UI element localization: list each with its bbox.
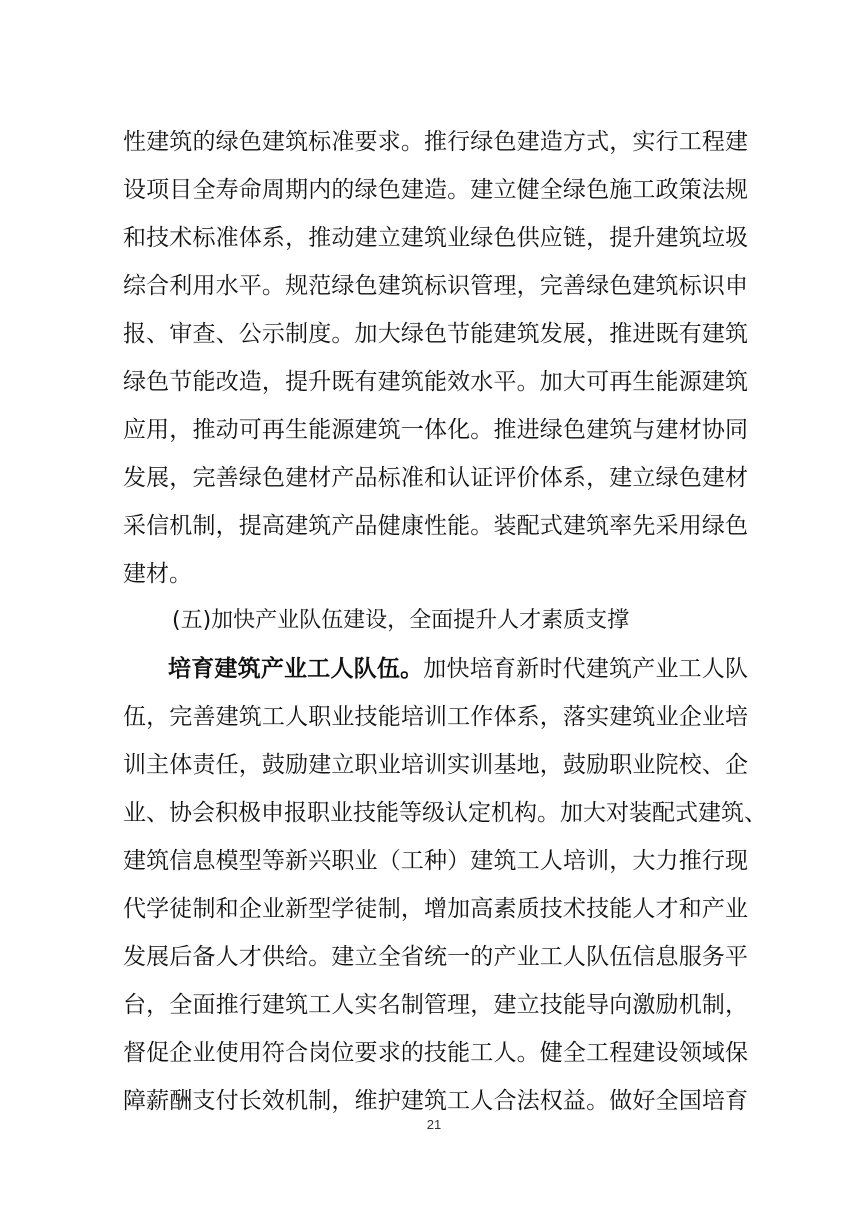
- body-text-line: 性建筑的绿色建筑标准要求。推行绿色建造方式，实行工程建: [123, 129, 748, 155]
- body-text-line: 绿色节能改造，提升既有建筑能效水平。加大可再生能源建筑: [123, 369, 748, 395]
- body-text-line: 发展后备人才供给。建立全省统一的产业工人队伍信息服务平: [123, 944, 748, 970]
- body-text-line: 应用，推动可再生能源建筑一体化。推进绿色建筑与建材协同: [123, 417, 748, 443]
- body-text-line: 报、审查、公示制度。加大绿色节能建筑发展，推进既有建筑: [123, 321, 748, 347]
- body-text-line: 建筑信息模型等新兴职业（工种）建筑工人培训，大力推行现: [123, 848, 748, 874]
- body-text-line: 建材。: [123, 561, 192, 587]
- body-text-line: 障薪酬支付长效机制，维护建筑工人合法权益。做好全国培育: [123, 1088, 748, 1114]
- body-text-line: 设项目全寿命周期内的绿色建造。建立健全绿色施工政策法规: [123, 177, 748, 203]
- paragraph-lead-bold: 培育建筑产业工人队伍。: [168, 656, 424, 682]
- body-text-line: 台，全面推行建筑工人实名制管理，建立技能导向激励机制，: [123, 992, 748, 1018]
- body-text-line: 代学徒制和企业新型学徒制，增加高素质技术技能人才和产业: [123, 896, 748, 922]
- body-text-line: 综合利用水平。规范绿色建筑标识管理，完善绿色建筑标识申: [123, 273, 748, 299]
- body-text-line: 发展，完善绿色建材产品标准和认证评价体系，建立绿色建材: [123, 465, 748, 491]
- body-text-line: 伍，完善建筑工人职业技能培训工作体系，落实建筑业企业培: [123, 704, 748, 730]
- body-text-line: 和技术标准体系，推动建立建筑业绿色供应链，提升建筑垃圾: [123, 225, 748, 251]
- page-number: 21: [426, 1117, 442, 1132]
- section-heading: (五)加快产业队伍建设，全面提升人才素质支撑: [172, 608, 630, 633]
- body-text-line: 训主体责任，鼓励建立职业培训实训基地，鼓励职业院校、企: [123, 752, 748, 778]
- body-text-line: 采信机制，提高建筑产品健康性能。装配式建筑率先采用绿色: [123, 513, 748, 539]
- paragraph-first-line: [168, 649, 748, 689]
- paragraph-first-line-rest: 加快培育新时代建筑产业工人队: [423, 656, 749, 682]
- body-text-line: 业、协会积极申报职业技能等级认定机构。加大对装配式建筑、: [123, 800, 767, 826]
- body-text-line: 督促企业使用符合岗位要求的技能工人。健全工程建设领域保: [123, 1040, 748, 1066]
